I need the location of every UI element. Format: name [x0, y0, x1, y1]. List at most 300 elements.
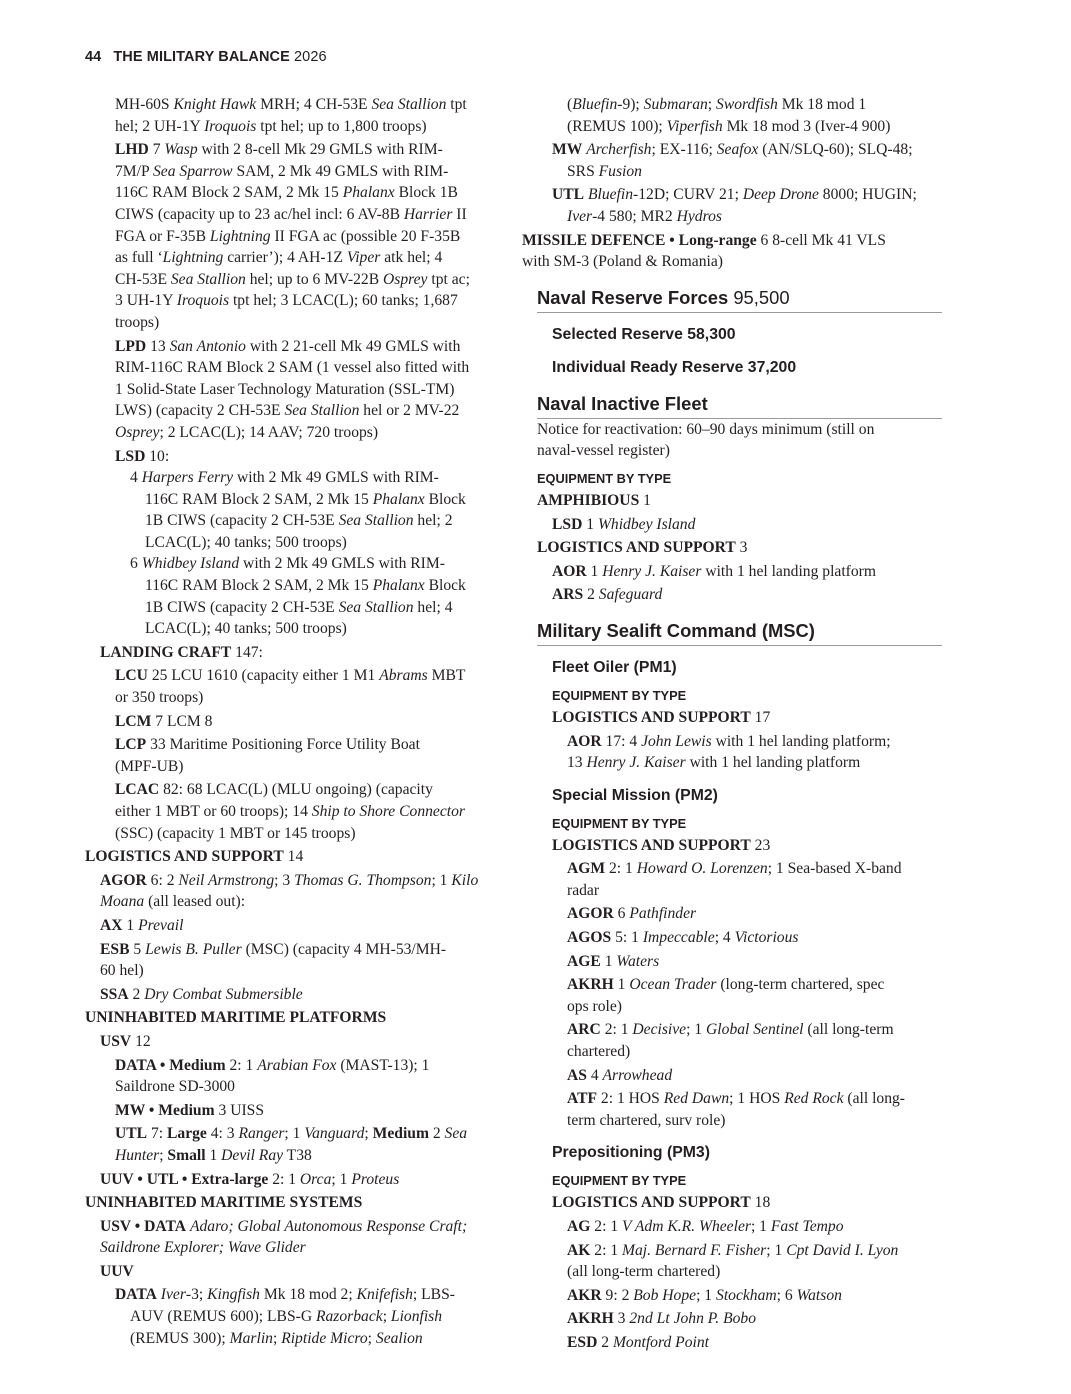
entry-term: LOGISTICS AND SUPPORT — [537, 539, 736, 557]
entry-text: hel; 4 — [413, 598, 453, 616]
entry-line — [522, 752, 942, 774]
entry-text: 1 — [639, 491, 651, 509]
entry-line — [522, 251, 942, 273]
entry-text: 2 — [428, 1125, 445, 1143]
entry-term: AS — [567, 1066, 587, 1084]
entry-name: Swordfish — [716, 96, 778, 113]
entry-text: MBT — [427, 667, 466, 685]
entry-name: Ship to Shore Connector — [311, 803, 465, 820]
entry-term: ESD — [567, 1333, 598, 1351]
entry-term: LCU — [115, 667, 148, 685]
entry-line — [85, 247, 505, 269]
page-number: 44 — [85, 49, 102, 65]
entry-line — [85, 597, 505, 619]
entry-line — [85, 1169, 505, 1191]
entry-line — [85, 642, 505, 664]
entry-name: Iver — [160, 1286, 186, 1304]
entry-name: Harpers Ferry — [141, 469, 234, 487]
entry-name: Viper — [346, 249, 381, 267]
entry-line — [522, 1110, 942, 1132]
entry-name: John Lewis — [641, 732, 712, 750]
entry-text: 147: — [231, 643, 263, 661]
entry-line — [85, 269, 505, 291]
entry-text: 2: 1 — [605, 860, 637, 878]
entry-line — [522, 440, 942, 462]
entry-text: 1 — [205, 1146, 222, 1164]
entry-text: ; — [364, 1125, 373, 1143]
entry-text: hel; 2 — [413, 512, 453, 530]
entry-term: AGM — [567, 860, 606, 878]
entry-line — [522, 1019, 942, 1041]
entry-text: chartered) — [567, 1043, 631, 1061]
entry-term: UNINHABITED MARITIME SYSTEMS — [85, 1194, 363, 1212]
entry-line — [85, 939, 505, 961]
entry-term: LOGISTICS AND SUPPORT — [552, 836, 751, 854]
entry-line — [522, 996, 942, 1018]
publication-year: 2026 — [294, 49, 327, 65]
entry-text: with 2 21-cell Mk 49 GMLS with — [245, 337, 461, 355]
entry-name: Wasp — [164, 141, 198, 159]
entry-text: 1B CIWS (capacity 2 CH-53E — [145, 512, 339, 530]
entry-term: LOGISTICS AND SUPPORT — [85, 848, 284, 866]
entry-text: ; 1 — [331, 1170, 352, 1188]
entry-line — [522, 974, 942, 996]
entry-text: 3 UH-1Y — [115, 292, 177, 310]
entry-text: 1 — [122, 916, 139, 934]
entry-text: naval-vessel register) — [537, 442, 670, 460]
entry-term: Large — [167, 1125, 207, 1143]
entry-term: MW • Medium — [115, 1101, 215, 1119]
entry-term: Small — [167, 1146, 206, 1164]
entry-line — [85, 1284, 505, 1306]
entry-line — [85, 1145, 505, 1167]
entry-name: Kilo — [451, 871, 479, 889]
entry-line — [85, 1076, 505, 1098]
subsection-heading: Special Mission (PM2) — [552, 786, 718, 804]
entry-text: FGA or F-35B — [115, 227, 210, 245]
entry-line — [85, 960, 505, 982]
entry-term: AK — [567, 1241, 591, 1259]
entry-name: Sea Stallion — [338, 598, 414, 616]
entry-line — [522, 927, 942, 949]
entry-text: with SM-3 (Poland & Romania) — [522, 253, 723, 271]
entry-name: Abrams — [379, 667, 428, 685]
entry-name: Stockham — [716, 1286, 777, 1304]
entry-name: Henry J. Kaiser — [586, 754, 686, 772]
entry-text: -12D; CURV 21; — [633, 186, 743, 204]
entry-text: 2: 1 HOS — [597, 1090, 664, 1108]
entry-name: Ocean Trader — [629, 976, 717, 994]
subsection-heading: Selected Reserve 58,300 — [552, 325, 736, 343]
entry-name: Saildrone Explorer; Wave Glider — [100, 1239, 306, 1257]
entry-text: with 1 hel landing platform — [685, 754, 861, 772]
entry-name: Whidbey Island — [597, 515, 696, 533]
entry-text: (long-term chartered, spec — [716, 976, 885, 994]
entry-term: LCAC — [115, 781, 160, 799]
entry-line — [522, 161, 942, 183]
entry-text: Block — [424, 577, 466, 595]
entry-name: Maj. Bernard F. Fisher — [622, 1241, 767, 1259]
entry-name: Henry J. Kaiser — [602, 562, 702, 580]
entry-name: Knight Hawk — [173, 96, 257, 113]
entry-text: Saildrone SD-3000 — [115, 1078, 235, 1096]
entry-line — [522, 94, 942, 116]
entry-line — [522, 731, 942, 753]
equipment-heading: EQUIPMENT BY TYPE — [552, 687, 687, 703]
entry-text: ; 1 — [696, 1286, 717, 1304]
entry-line — [522, 1216, 942, 1238]
entry-text: tpt ac; — [427, 270, 470, 288]
entry-text: ; 6 — [776, 1286, 797, 1304]
entry-name: Decisive — [632, 1021, 687, 1039]
publication-title: THE MILITARY BALANCE — [113, 49, 290, 65]
entry-text: 1 — [586, 562, 603, 580]
entry-name: Lionfish — [390, 1308, 443, 1326]
entry-text: radar — [567, 881, 600, 899]
entry-term: LANDING CRAFT — [100, 643, 232, 661]
entry-line — [522, 1192, 942, 1214]
entry-term: UUV — [100, 1262, 134, 1280]
entry-text: ; 2 LCAC(L); 14 AAV; 720 troops) — [159, 423, 379, 441]
entry-text: (MPF-UB) — [115, 757, 184, 775]
entry-line — [85, 1123, 505, 1145]
entry-name: Phalanx — [372, 490, 425, 508]
entry-line — [522, 707, 942, 729]
entry-name: Adaro; Global Autonomous Response Craft; — [189, 1217, 468, 1235]
entry-line — [522, 1261, 942, 1283]
entry-text: 17: 4 — [601, 732, 642, 750]
entry-name: Howard O. Lorenzen — [636, 860, 768, 878]
entry-text: ; — [382, 1308, 391, 1326]
entry-text: T38 — [283, 1146, 312, 1164]
section-strength: 95,500 — [733, 286, 790, 308]
entry-line — [522, 490, 942, 512]
entry-line — [522, 1240, 942, 1262]
entry-text: 12 — [131, 1032, 151, 1050]
entry-name: Kingfish — [207, 1286, 260, 1304]
entry-name: Lightning — [209, 227, 271, 245]
entry-term: AKRH — [567, 1310, 614, 1328]
entry-text: 14 — [283, 848, 304, 866]
equipment-heading: EQUIPMENT BY TYPE — [537, 470, 672, 486]
entry-line — [85, 94, 505, 116]
entry-text: as full ‘ — [115, 249, 163, 267]
entry-line — [85, 1007, 505, 1029]
entry-name: Montford Point — [612, 1333, 709, 1351]
entry-text: 13 — [146, 337, 170, 355]
entry-text: Mk 18 mod 1 — [777, 96, 867, 113]
entry-term: LPD — [115, 337, 147, 355]
entry-text: tpt hel; up to 1,800 troops) — [256, 117, 427, 135]
entry-name: 2nd Lt John P. Bobo — [629, 1310, 757, 1328]
entry-text: 7: — [147, 1125, 168, 1143]
entry-text: term chartered, surv role) — [567, 1111, 726, 1129]
entry-text: ; 4 — [714, 929, 735, 947]
entry-text: carrier’); 4 AH-1Z — [223, 249, 347, 267]
entry-name: Phalanx — [372, 577, 425, 595]
entry-term: ARC — [567, 1021, 601, 1039]
entry-text: 18 — [750, 1194, 771, 1212]
entry-text: 2 — [597, 1333, 613, 1351]
subsection-heading: Prepositioning (PM3) — [552, 1144, 710, 1162]
entry-text: Mk 18 mod 2; — [259, 1286, 357, 1304]
entry-line — [522, 835, 942, 857]
entry-text: 6 8-cell Mk 41 VLS — [756, 231, 886, 249]
entry-text: hel or 2 MV-22 — [359, 402, 460, 420]
entry-line — [85, 312, 505, 334]
entry-line — [522, 1308, 942, 1330]
entry-name: Whidbey Island — [141, 555, 240, 573]
entry-text: ; — [367, 1329, 376, 1347]
entry-name: San Antonio — [169, 337, 246, 355]
entry-term: UTL — [552, 186, 585, 204]
entry-text: troops) — [115, 313, 160, 331]
entry-term: UUV • UTL • Extra-large — [100, 1170, 269, 1188]
entry-term: MISSILE DEFENCE • Long-range — [522, 231, 757, 249]
entry-name: Deep Drone — [742, 186, 819, 204]
entry-name: Sea Stallion — [338, 512, 414, 530]
entry-text: (AN/SLQ-60); SLQ-48; — [758, 141, 913, 159]
entry-text: ; 1 — [686, 1021, 707, 1039]
entry-term: LCM — [115, 712, 152, 730]
entry-text: hel; up to 6 MV-22B — [245, 270, 383, 288]
entry-text: 1B CIWS (capacity 2 CH-53E — [145, 598, 339, 616]
entry-name: Arrowhead — [602, 1066, 673, 1084]
entry-text: 7 LCM 8 — [151, 712, 213, 730]
entry-text: -3; — [185, 1286, 208, 1304]
entry-name: Moana — [100, 893, 145, 911]
entry-text: (MAST-13); 1 — [336, 1056, 430, 1074]
subsection-heading: Fleet Oiler (PM1) — [552, 658, 677, 676]
entry-text: with 2 8-cell Mk 29 GMLS with RIM- — [197, 141, 443, 159]
entry-line — [85, 801, 505, 823]
entry-text: MRH; 4 CH-53E — [256, 96, 372, 113]
entry-name: Seafox — [716, 141, 759, 159]
entry-term: LSD — [552, 515, 583, 533]
entry-name: Archerfish — [586, 141, 652, 159]
entry-text: SAM, 2 Mk 49 GMLS with RIM- — [232, 162, 449, 180]
entry-name: Hydros — [676, 207, 722, 225]
entry-name: Neil Armstrong — [178, 871, 275, 889]
entry-text: ; — [159, 1146, 168, 1164]
entry-text: 4 — [586, 1066, 603, 1084]
section-title: Military Sealift Command (MSC) — [537, 619, 815, 641]
entry-text: 4: 3 — [206, 1125, 239, 1143]
entry-name: Hunter — [115, 1146, 160, 1164]
entry-line — [85, 1192, 505, 1214]
entry-line — [85, 290, 505, 312]
entry-text: Block — [424, 490, 466, 508]
entry-term: AMPHIBIOUS — [537, 491, 640, 509]
entry-text: ; 1 HOS — [729, 1090, 785, 1108]
entry-name: Thomas G. Thompson — [294, 871, 432, 889]
entry-line — [85, 161, 505, 183]
entry-name: Iroquois — [176, 292, 230, 310]
entry-name: Bluefin — [572, 96, 618, 113]
entry-name: Devil Ray — [221, 1146, 284, 1164]
entry-term: UNINHABITED MARITIME PLATFORMS — [85, 1009, 387, 1027]
entry-line — [522, 184, 942, 206]
entry-name: Pathfinder — [629, 905, 697, 923]
entry-name: Sealion — [375, 1329, 423, 1347]
entry-name: Lewis B. Puller — [145, 940, 242, 958]
entry-line — [85, 226, 505, 248]
entry-text: 7M/P — [115, 162, 153, 180]
entry-text: 116C RAM Block 2 SAM, 2 Mk 15 — [145, 490, 373, 508]
equipment-heading: EQUIPMENT BY TYPE — [552, 815, 687, 831]
entry-text: ; 3 — [274, 871, 295, 889]
entry-text: ; — [707, 96, 717, 113]
entry-term: AX — [100, 916, 123, 934]
entry-name: Red Dawn — [663, 1090, 730, 1108]
entry-text: 2 — [128, 985, 145, 1003]
section-title: Naval Reserve Forces — [537, 286, 729, 308]
entry-name: Marlin — [229, 1329, 273, 1347]
entry-text: or 350 troops) — [115, 689, 204, 707]
entry-text: 2: 1 — [590, 1218, 623, 1235]
entry-line — [85, 467, 505, 489]
entry-term: AKRH — [567, 976, 614, 994]
entry-name: Osprey — [383, 270, 428, 288]
entry-name: Arabian Fox — [257, 1056, 337, 1074]
entry-term: LSD — [115, 447, 146, 465]
entry-term: AGE — [567, 952, 601, 970]
entry-line — [85, 756, 505, 778]
entry-text: 82: 68 LCAC(L) (MLU ongoing) (capacity — [159, 781, 433, 799]
entry-text: 33 Maritime Positioning Force Utility Boat — [146, 736, 420, 754]
entry-text: ; 1 — [431, 871, 452, 889]
entry-text: 5: 1 — [611, 929, 643, 947]
entry-name: Knifefish — [356, 1286, 413, 1304]
entry-text: 2: 1 — [225, 1056, 258, 1074]
entry-name: Vanguard — [304, 1125, 365, 1143]
entry-term: ESB — [100, 940, 130, 958]
entry-line — [85, 489, 505, 511]
entry-text: (all long-term — [803, 1021, 894, 1039]
entry-line — [85, 665, 505, 687]
entry-text: 6 — [613, 905, 630, 923]
entry-text: 5 — [129, 940, 146, 958]
entry-name: Red Rock — [784, 1090, 844, 1108]
entry-term: AGOS — [567, 929, 612, 947]
entry-name: Orca — [299, 1170, 332, 1188]
entry-line — [85, 422, 505, 444]
entry-line — [85, 618, 505, 640]
entry-text: 2 — [583, 586, 599, 604]
entry-text: 17 — [750, 708, 771, 726]
entry-term: AGOR — [100, 871, 147, 889]
entry-line — [522, 1285, 942, 1307]
entry-line — [85, 870, 505, 892]
entry-term: ARS — [552, 586, 584, 604]
entry-name: Bob Hope — [633, 1286, 697, 1304]
entry-line — [85, 532, 505, 554]
entry-line — [85, 891, 505, 913]
entry-term: SSA — [100, 985, 129, 1003]
entry-term: UTL — [115, 1125, 148, 1143]
entry-text: Mk 18 mod 3 (Iver-4 900) — [722, 117, 891, 135]
entry-text: 23 — [750, 836, 771, 854]
entry-text: 1 Solid-State Laser Technology Maturation (SSL-TM) — [115, 380, 455, 398]
entry-text: ; 1 — [766, 1241, 787, 1259]
entry-text: AUV (REMUS 600); LBS-G — [130, 1308, 316, 1326]
entry-line — [522, 1041, 942, 1063]
entry-text: 7 — [148, 141, 165, 159]
entry-text: 8000; HUGIN; — [818, 186, 917, 204]
entry-line — [85, 1216, 505, 1238]
entry-text: (all long-term chartered) — [567, 1263, 721, 1281]
entry-text: 3 — [613, 1310, 630, 1328]
entry-line — [85, 711, 505, 733]
entry-text: tpt — [446, 96, 467, 113]
entry-name: Phalanx — [342, 184, 395, 202]
entry-text: with 1 hel landing platform; — [711, 732, 891, 750]
entry-name: Sea — [444, 1125, 468, 1143]
entry-text: LCAC(L); 40 tanks; 500 troops) — [145, 620, 347, 638]
entry-text: 3 — [735, 539, 748, 557]
entry-text: RIM-116C RAM Block 2 SAM (1 vessel also fitted with — [115, 359, 470, 377]
entry-text: 13 — [567, 754, 587, 772]
entry-name: Riptide Micro — [281, 1329, 368, 1347]
entry-name: Sea Stallion — [284, 402, 360, 420]
entry-line — [522, 903, 942, 925]
entry-text: Notice for reactivation: 60–90 days minimum (still on — [537, 420, 875, 438]
entry-text: II FGA ac (possible 20 F-35B — [270, 227, 461, 245]
section-title: Naval Inactive Fleet — [537, 392, 708, 414]
entry-text: 1 — [600, 952, 617, 970]
entry-line — [85, 357, 505, 379]
entry-text: 116C RAM Block 2 SAM, 2 Mk 15 — [115, 184, 343, 202]
entry-line — [522, 419, 942, 441]
entry-text: ; 1 — [284, 1125, 305, 1143]
entry-name: Sea Stallion — [371, 96, 447, 113]
entry-name: Ranger — [238, 1125, 285, 1143]
entry-line — [85, 846, 505, 868]
entry-name: Sea Sparrow — [153, 162, 233, 180]
entry-text: ; 1 — [750, 1218, 771, 1235]
entry-text: 116C RAM Block 2 SAM, 2 Mk 15 — [145, 577, 373, 595]
entry-text: 2: 1 — [268, 1170, 300, 1188]
entry-line — [522, 858, 942, 880]
entry-line — [85, 446, 505, 468]
entry-term: DATA — [115, 1286, 157, 1304]
entry-line — [85, 379, 505, 401]
entry-text: 6: 2 — [146, 871, 179, 889]
entry-text: with 2 Mk 49 GMLS with RIM- — [233, 469, 439, 487]
entry-name: Safeguard — [598, 586, 663, 604]
entry-line — [85, 1055, 505, 1077]
entry-name: Lightning — [162, 249, 224, 267]
section-heading — [537, 618, 942, 646]
entry-line — [522, 1088, 942, 1110]
entry-text: Block 1B — [394, 184, 458, 202]
section-heading — [537, 285, 942, 313]
entry-term: AOR — [567, 732, 602, 750]
entry-term: Medium — [372, 1125, 429, 1143]
entry-line — [85, 687, 505, 709]
entry-line — [85, 1031, 505, 1053]
entry-line — [85, 510, 505, 532]
entry-line — [522, 514, 942, 536]
entry-line — [85, 553, 505, 575]
entry-line — [522, 561, 942, 583]
entry-text: MH-60S — [115, 96, 174, 113]
entry-line — [85, 779, 505, 801]
entry-line — [85, 400, 505, 422]
entry-term: AKR — [567, 1286, 602, 1304]
entry-line — [85, 139, 505, 161]
entry-line — [85, 1261, 505, 1283]
